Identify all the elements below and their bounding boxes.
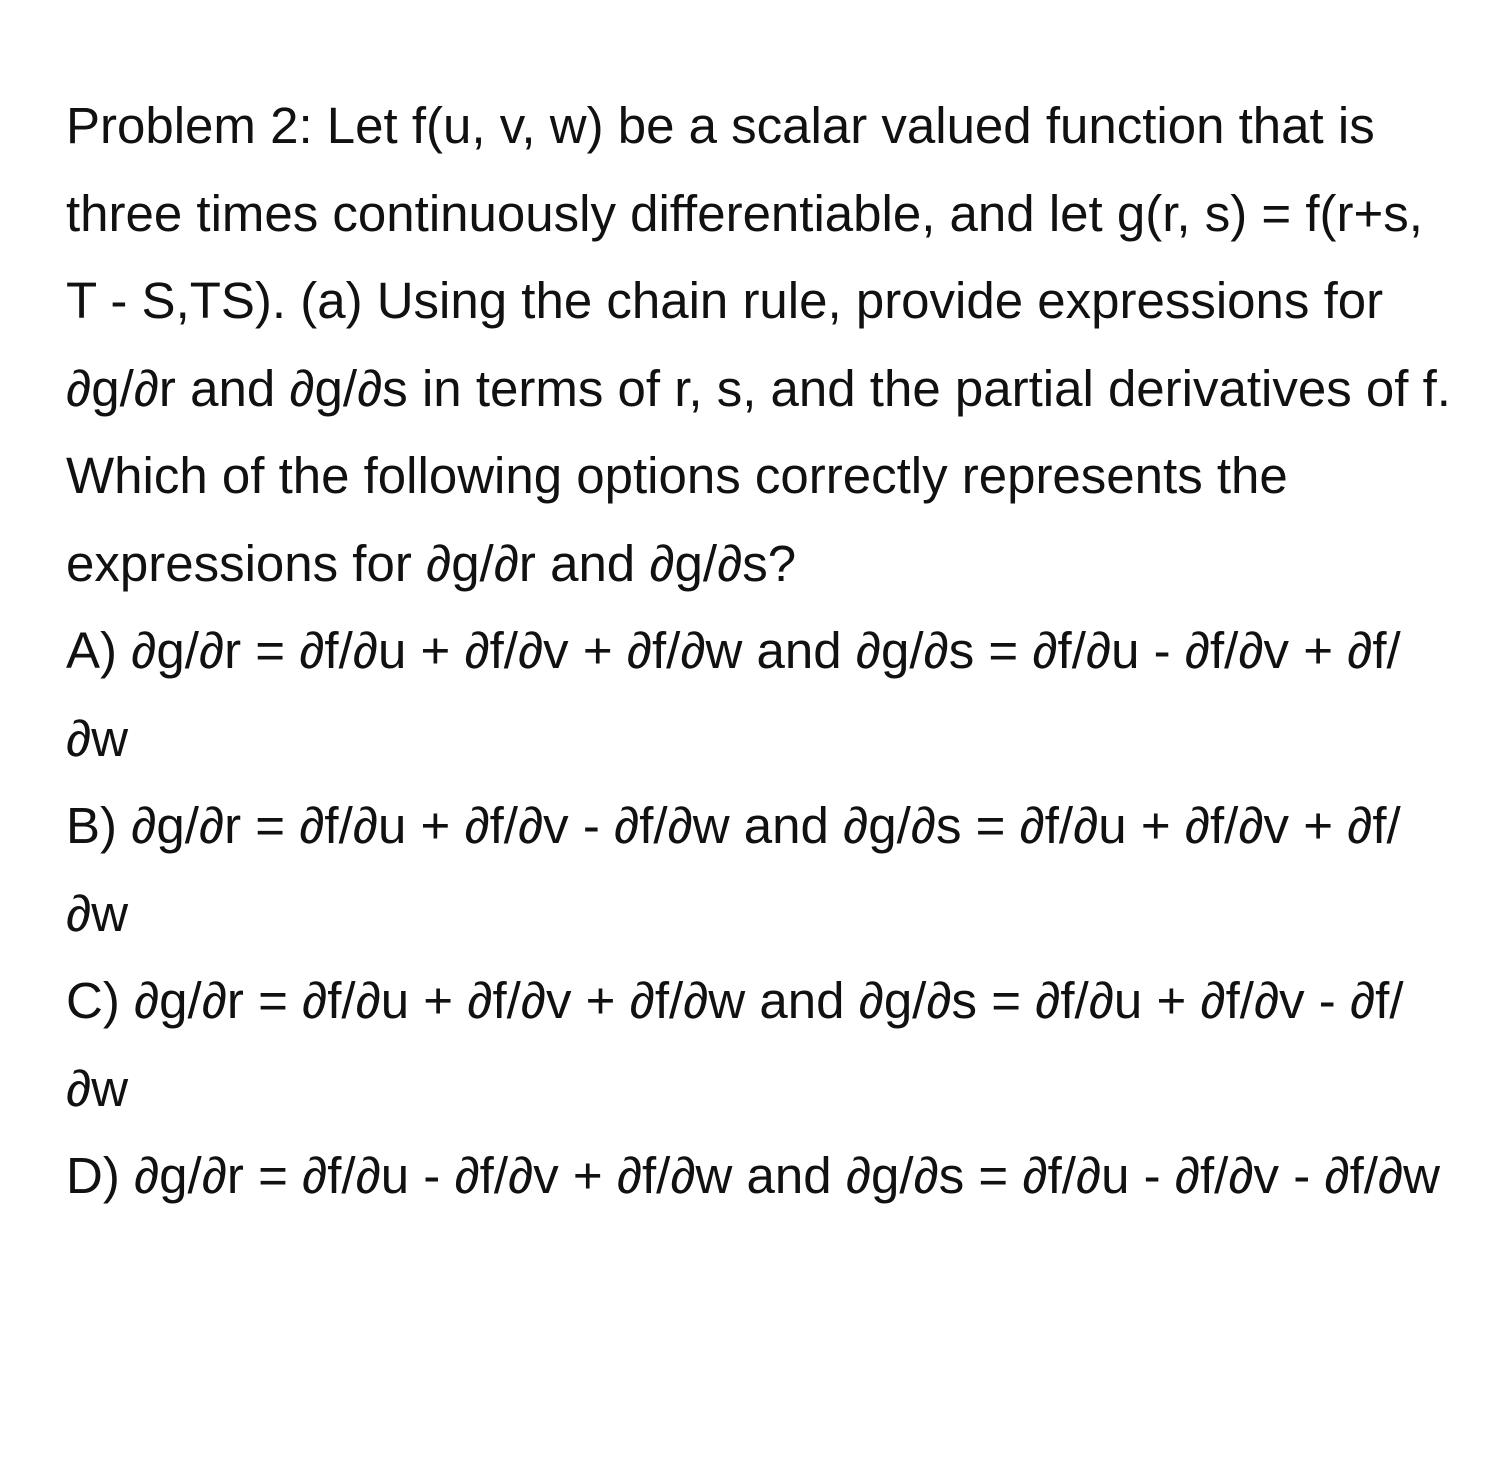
option-b: B) ∂g/∂r = ∂f/∂u + ∂f/∂v - ∂f/∂w and ∂g/∂s = ∂f/∂u + ∂f/∂v + ∂f/∂w (66, 797, 1401, 942)
option-d: D) ∂g/∂r = ∂f/∂u - ∂f/∂v + ∂f/∂w and ∂g/∂s = ∂f/∂u - ∂f/∂v - ∂f/∂w (66, 1147, 1440, 1204)
problem-statement: Problem 2: Let f(u, v, w) be a scalar valued function that is three times continuously differentiable, and let g(r, s) = f(r+s, T - S,TS). (a) Using the chain rule, provide expressions for ∂g/∂r and ∂g/∂s in terms of r, s, and the partial derivatives of f. Which of the following options correctly represents the expressions for ∂g/∂r and ∂g/∂s? (66, 97, 1451, 592)
question-document (66, 82, 1456, 1220)
option-c: C) ∂g/∂r = ∂f/∂u + ∂f/∂v + ∂f/∂w and ∂g/∂s = ∂f/∂u + ∂f/∂v - ∂f/∂w (66, 972, 1404, 1117)
option-a: A) ∂g/∂r = ∂f/∂u + ∂f/∂v + ∂f/∂w and ∂g/∂s = ∂f/∂u - ∂f/∂v + ∂f/∂w (66, 622, 1401, 767)
